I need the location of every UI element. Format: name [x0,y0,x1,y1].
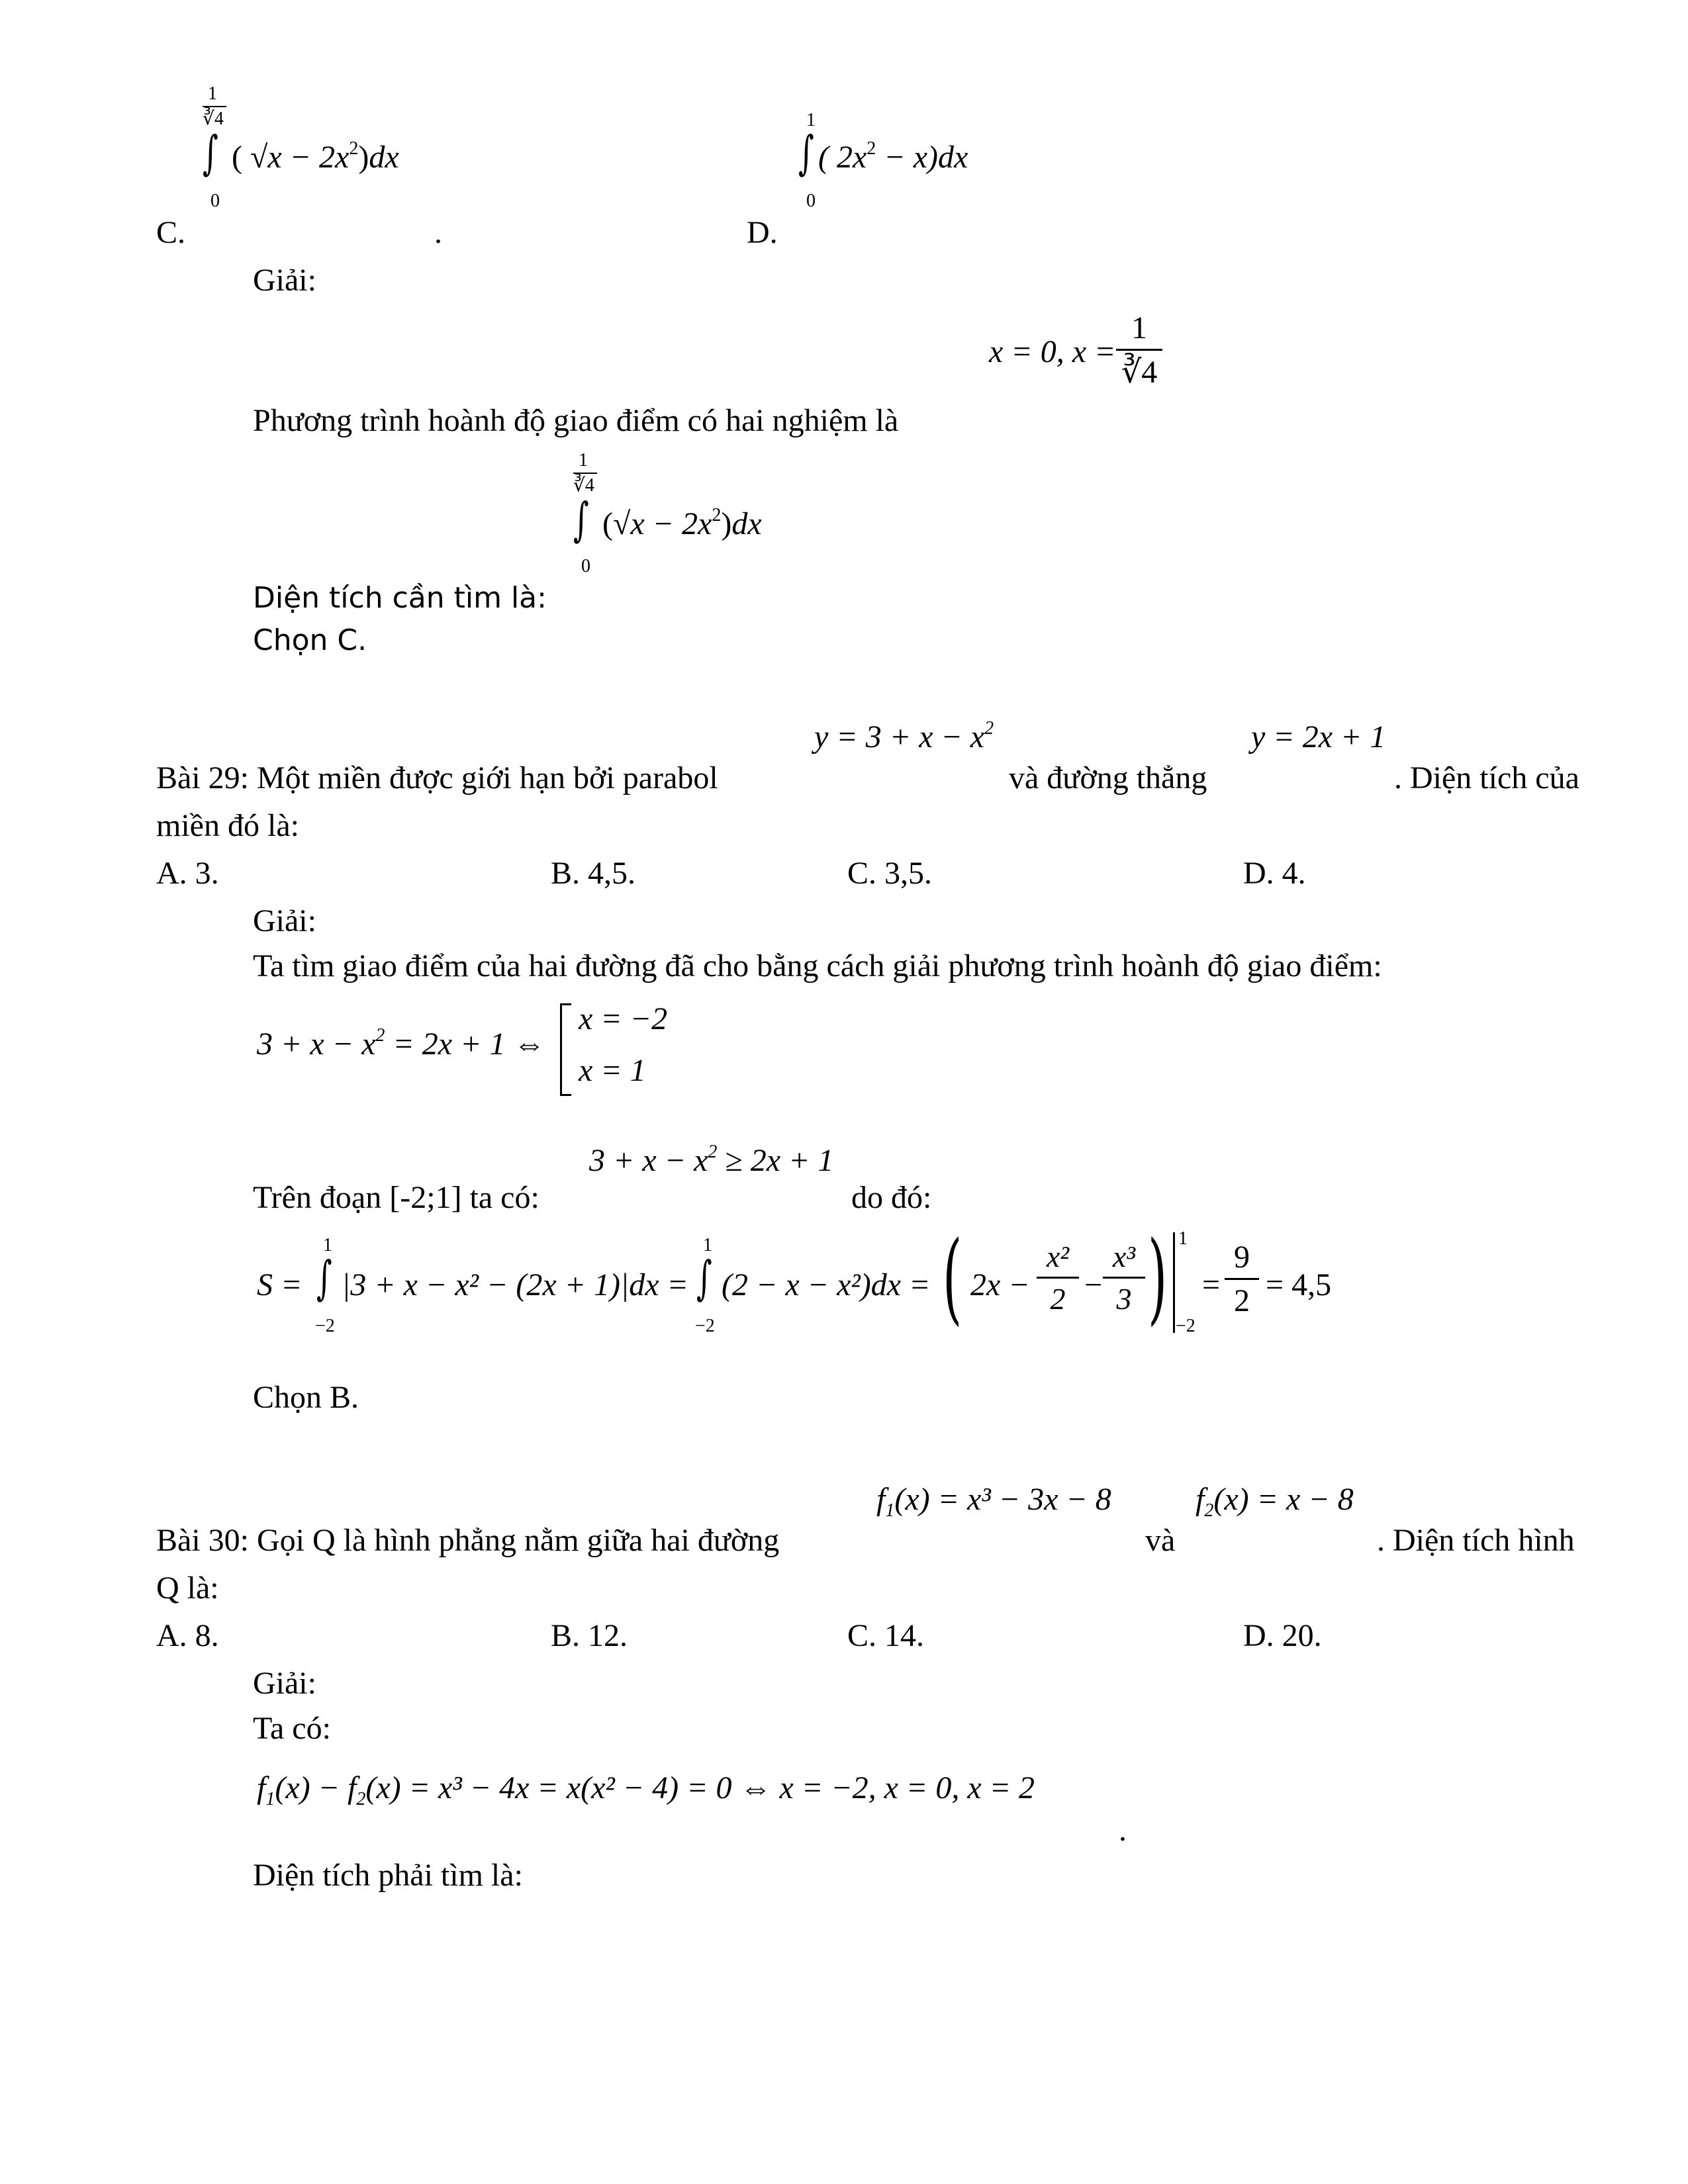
paren-close: ) [358,140,369,175]
limit-lower-1: −2 [315,1316,335,1336]
option-c-period: . [434,215,442,250]
eval-upper: 1 [1178,1228,1188,1249]
option-d-label: D. [747,215,778,250]
minus-sign: − [1084,1267,1103,1302]
parabola-exp: 2 [984,718,994,739]
primitive-left: 2x − [970,1267,1030,1302]
bai30-option-b: B. 12. [551,1618,628,1653]
f1-rest: (x) = x³ − 3x − 8 [894,1482,1111,1517]
integrand [818,138,968,175]
eq-rest: (x) = x³ − 4x = x(x² − 4) = 0 ⇔ x = −2, x = 0, x = 2 [365,1770,1035,1805]
eq-f1: f [257,1770,266,1805]
integrand-rest: − x) [876,140,938,175]
dx: dx [937,140,968,175]
sqrt-x: √x [250,140,282,175]
f2-sub: 2 [1204,1500,1214,1521]
intersect-text: Phương trình hoành độ giao điểm có hai nghiệm là [253,403,899,438]
bai30-solution-heading: Giải: [253,1666,316,1701]
roots-fraction [1116,310,1162,390]
bai29-question-line2: miền đó là: [156,808,299,843]
area-mid-expr: (2 − x − x²)dx = [722,1267,931,1302]
f1-formula [876,1482,1111,1521]
paren-open: ( [232,140,242,175]
bai29-explain: Ta tìm giao điểm của hai đường đã cho bằng cách giải phương trình hoành độ giao điểm: [253,948,1382,983]
result-num: 9 [1225,1239,1259,1280]
integral-sign-1: ∫ [316,1251,332,1305]
eq-left: 3 + x − x [257,1026,376,1062]
prim-frac1-den: 2 [1050,1282,1066,1316]
evaluation-bar [1173,1232,1175,1333]
parabola-text: y = 3 + x − x [814,719,985,754]
integral-sign: ∫ [203,126,218,180]
choose-c: Chọn C. [253,623,367,657]
bai29-solution-heading: Giải: [253,903,316,938]
exponent: 2 [712,505,722,525]
eq-f2-sub: 2 [356,1789,366,1809]
equation-dot: . [1119,1813,1127,1848]
prim-frac2-den: 3 [1116,1282,1132,1316]
eval-lower: −2 [1176,1316,1196,1336]
limit-upper-1: 1 [323,1235,332,1255]
root-bracket [560,1003,571,1096]
fraction-bar [203,106,226,107]
bai29-question-part2: và đường thẳng [1009,760,1207,796]
root-1: x = −2 [579,1001,668,1036]
inequality [589,1142,834,1178]
prim-frac1-num: x² [1037,1239,1079,1279]
ta-co-text: Ta có: [253,1711,331,1746]
solution-heading: Giải: [253,263,316,298]
result-den: 2 [1234,1283,1250,1318]
integral-upper-den: ∛4 [573,475,594,496]
intersection-equation [257,1025,545,1062]
bai29-option-c: C. 3,5. [847,856,933,891]
bai29-question-part1: Bài 29: Một miền được giới hạn bởi parabol [156,760,718,796]
exponent: 2 [349,138,359,159]
dx: dx [369,140,399,175]
bai30-question-part3: . Diện tích hình [1377,1523,1575,1558]
ineq-exp: 2 [708,1142,718,1162]
area-abs-expr: |3 + x − x² − (2x + 1)|dx = [342,1267,688,1302]
eq-right: = 2x + 1 ⇔ [385,1026,545,1062]
f1-name: f [876,1482,886,1517]
integral-upper-den: ∛4 [203,109,224,129]
result-value: = 4,5 [1266,1267,1332,1302]
choose-b: Chọn B. [253,1380,359,1415]
bai29-option-a: A. 3. [156,856,219,891]
eq-f1-sub: 1 [265,1789,275,1809]
area-text: Diện tích cần tìm là: [253,581,547,615]
limit-lower-2: −2 [695,1316,715,1336]
integral-lower: 0 [581,556,590,576]
integral-sign: ∫ [573,492,589,547]
option-c-label: C. [156,215,186,250]
integral-upper-num: 1 [208,83,217,104]
f2-formula [1196,1482,1354,1521]
area-S: S = [257,1267,303,1302]
eq-left-exp: 2 [375,1025,385,1046]
minus-term: − 2x [281,140,350,175]
interval-text: Trên đoạn [-2;1] ta có: [253,1180,539,1215]
equals-1: = [1202,1267,1221,1302]
bai30-option-a: A. 8. [156,1618,219,1653]
integral-upper-num: 1 [579,450,588,471]
big-paren-close: ) [1148,1220,1168,1336]
integral-lower: 0 [806,191,816,211]
parabola-formula [814,718,994,754]
ineq-right: ≥ 2x + 1 [717,1143,834,1178]
roots-formula: x = 0, x = [989,334,1116,369]
dx: dx [731,506,762,541]
prim-fraction-2 [1103,1239,1145,1316]
integral-lower: 0 [211,191,220,211]
line-formula: y = 2x + 1 [1251,719,1386,754]
integrand-main: ( 2x [818,140,867,175]
bai30-option-d: D. 20. [1243,1618,1322,1653]
sqrt-x: √x [612,506,645,541]
bai29-question-part3: . Diện tích của [1394,760,1579,796]
root-2: x = 1 [579,1053,646,1088]
roots-num: 1 [1116,310,1162,351]
prim-frac2-num: x³ [1103,1239,1145,1279]
bai29-option-b: B. 4,5. [551,856,636,891]
integrand: $(√x - 2x^2)dx$ [602,505,762,541]
prim-fraction-1 [1037,1239,1079,1316]
bai30-area-text: Diện tích phải tìm là: [253,1858,523,1893]
bai30-question-part1: Bài 30: Gọi Q là hình phẳng nằm giữa hai đường [156,1523,780,1558]
bai30-option-c: C. 14. [847,1618,925,1653]
integral-upper: 1 [806,110,816,130]
difference-equation [257,1770,1035,1809]
bai29-option-d: D. 4. [1243,856,1306,891]
fraction-bar [573,473,597,474]
eq-middle: (x) − f [275,1770,357,1805]
f2-rest: (x) = x − 8 [1213,1482,1354,1517]
integral-sign-2: ∫ [696,1251,712,1305]
minus-term: − 2x [644,506,712,541]
result-fraction [1225,1239,1259,1319]
f2-name: f [1196,1482,1205,1517]
limit-upper-2: 1 [703,1235,712,1255]
do-do-text: do đó: [851,1180,932,1215]
integrand [232,138,399,175]
big-paren-open: ( [943,1220,962,1336]
roots-den: ∛4 [1121,355,1158,390]
bai30-question-part2: và [1145,1523,1176,1558]
exponent: 2 [867,138,876,159]
integral-sign: ∫ [798,126,814,180]
f1-sub: 1 [885,1500,895,1521]
bai30-question-line2: Q là: [156,1570,219,1606]
ineq-left: 3 + x − x [589,1143,708,1178]
